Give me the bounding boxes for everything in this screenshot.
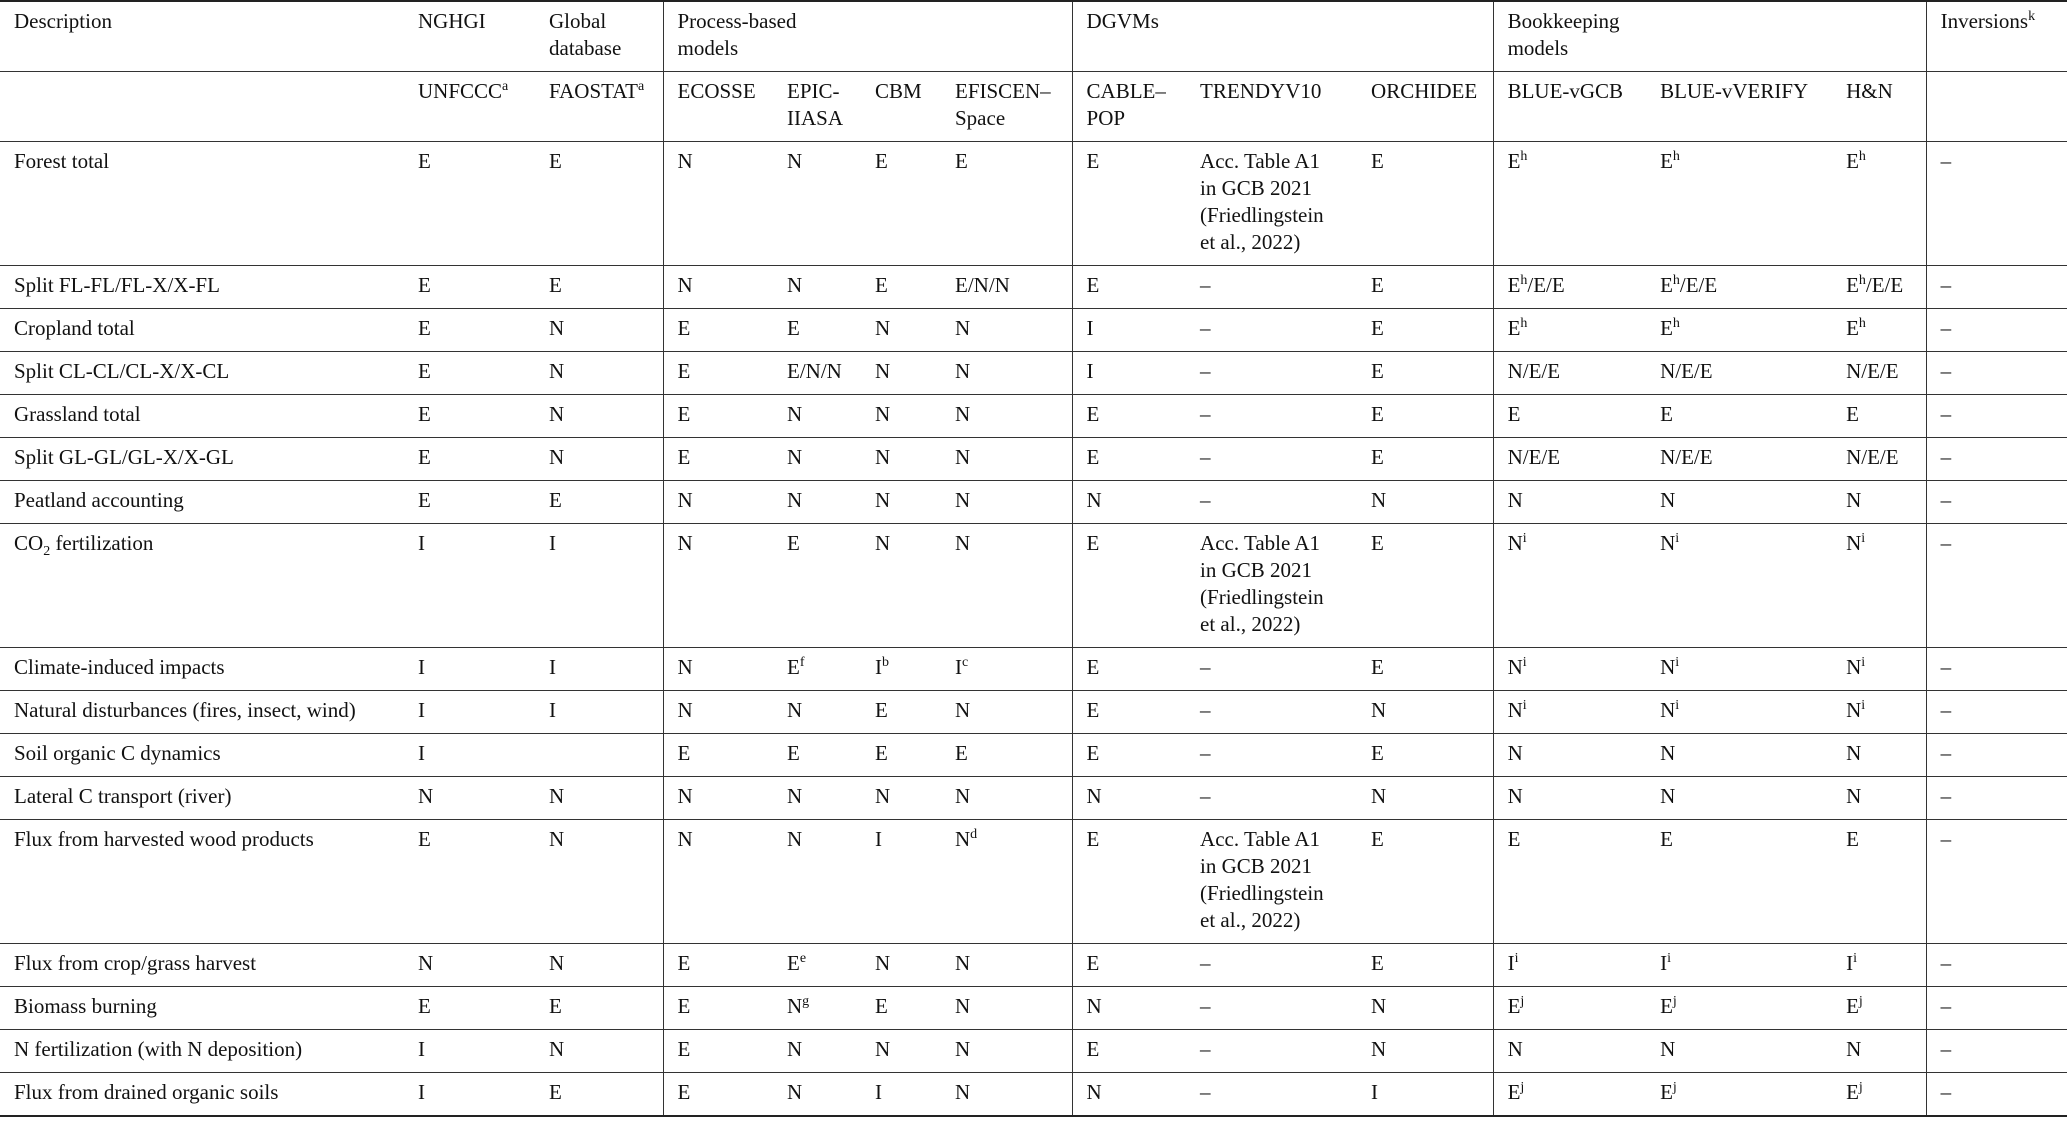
cell-orchidee: E — [1357, 142, 1493, 266]
cell-efiscen-space: $I^c$ — [941, 648, 1072, 691]
cell-ecosse: E — [663, 438, 773, 481]
cell-orchidee: E — [1357, 524, 1493, 648]
cell-cable-pop: E — [1072, 395, 1186, 438]
cell-faostat: N — [535, 438, 663, 481]
cell-orchidee: N — [1357, 481, 1493, 524]
cell-trendyv10: Acc. Table A1 in GCB 2021 (Friedlingstein et al., 2022) — [1186, 524, 1357, 648]
cell-inversions: – — [1926, 352, 2067, 395]
row-description: Grassland total — [0, 395, 404, 438]
cell-ecosse: N — [663, 266, 773, 309]
cell-cable-pop: I — [1072, 352, 1186, 395]
cell-faostat: I — [535, 691, 663, 734]
row-description: Natural disturbances (fires, insect, wind) — [0, 691, 404, 734]
row-description: $CO_2$ fertilization — [0, 524, 404, 648]
subheader-unfccc: UNFCCC$^a$ — [404, 72, 535, 142]
cell-hn: $E^h$ — [1832, 309, 1926, 352]
subheader-ecosse: ECOSSE — [663, 72, 773, 142]
cell-cbm: E — [861, 142, 941, 266]
cell-cable-pop: I — [1072, 309, 1186, 352]
row-description: Flux from drained organic soils — [0, 1073, 404, 1117]
row-description: Climate-induced impacts — [0, 648, 404, 691]
table-row — [0, 1030, 2067, 1073]
cell-orchidee: E — [1357, 734, 1493, 777]
row-description: Biomass burning — [0, 987, 404, 1030]
cell-inversions: – — [1926, 1030, 2067, 1073]
cell-cable-pop: E — [1072, 944, 1186, 987]
cell-faostat: N — [535, 395, 663, 438]
cell-blue-vgcb: $N^i$ — [1493, 648, 1646, 691]
cell-faostat: E — [535, 266, 663, 309]
group-header-row — [0, 1, 2067, 72]
subheader-trendyv10: TRENDYV10 — [1186, 72, 1357, 142]
subheader-epic-iiasa: EPIC- IIASA — [773, 72, 861, 142]
cell-ecosse: E — [663, 734, 773, 777]
subheader-efiscen-space: EFISCEN– Space — [941, 72, 1072, 142]
cell-inversions: – — [1926, 1073, 2067, 1117]
cell-ecosse: N — [663, 777, 773, 820]
cell-faostat: N — [535, 820, 663, 944]
cell-blue-vgcb: $N^i$ — [1493, 691, 1646, 734]
cell-blue-vgcb: E — [1493, 395, 1646, 438]
cell-epic-iiasa: N — [773, 691, 861, 734]
table-row — [0, 1073, 2067, 1117]
cell-orchidee: E — [1357, 352, 1493, 395]
cell-unfccc: E — [404, 266, 535, 309]
cell-blue-vverify: E — [1646, 820, 1832, 944]
cell-unfccc: E — [404, 987, 535, 1030]
cell-efiscen-space: N — [941, 987, 1072, 1030]
cell-faostat: E — [535, 481, 663, 524]
cell-unfccc: E — [404, 820, 535, 944]
table-row — [0, 524, 2067, 648]
cell-blue-vverify: $I^i$ — [1646, 944, 1832, 987]
cell-blue-vgcb: $E^j$ — [1493, 987, 1646, 1030]
subheader-faostat: FAOSTAT$^a$ — [535, 72, 663, 142]
cell-epic-iiasa: E — [773, 524, 861, 648]
cell-trendyv10: – — [1186, 987, 1357, 1030]
cell-cbm: N — [861, 352, 941, 395]
cell-ecosse: N — [663, 481, 773, 524]
cell-hn: N — [1832, 734, 1926, 777]
cell-faostat: N — [535, 352, 663, 395]
cell-epic-iiasa: N — [773, 395, 861, 438]
cell-ecosse: N — [663, 648, 773, 691]
cell-blue-vverify: $E^j$ — [1646, 1073, 1832, 1117]
cell-epic-iiasa: $N^g$ — [773, 987, 861, 1030]
subheader-orchidee: ORCHIDEE — [1357, 72, 1493, 142]
cell-trendyv10: – — [1186, 777, 1357, 820]
cell-trendyv10: – — [1186, 944, 1357, 987]
cell-blue-vgcb: N — [1493, 1030, 1646, 1073]
cell-epic-iiasa: N — [773, 820, 861, 944]
cell-efiscen-space: N — [941, 309, 1072, 352]
subheader-cable-pop: CABLE– POP — [1072, 72, 1186, 142]
cell-orchidee: E — [1357, 266, 1493, 309]
cell-cable-pop: E — [1072, 734, 1186, 777]
cell-cbm: $I^b$ — [861, 648, 941, 691]
cell-unfccc: N — [404, 777, 535, 820]
cell-unfccc: E — [404, 395, 535, 438]
subheader-hn: H&N — [1832, 72, 1926, 142]
cell-epic-iiasa: N — [773, 266, 861, 309]
cell-efiscen-space: N — [941, 481, 1072, 524]
cell-faostat: E — [535, 1073, 663, 1117]
row-description: Flux from crop/grass harvest — [0, 944, 404, 987]
cell-orchidee: N — [1357, 1030, 1493, 1073]
cell-hn: N/E/E — [1832, 352, 1926, 395]
cell-unfccc: I — [404, 1030, 535, 1073]
cell-ecosse: E — [663, 395, 773, 438]
cell-cbm: N — [861, 944, 941, 987]
cell-cbm: E — [861, 691, 941, 734]
cell-cable-pop: E — [1072, 820, 1186, 944]
header-bookkeeping-models: Bookkeeping models — [1493, 1, 1926, 72]
row-description: N fertilization (with N deposition) — [0, 1030, 404, 1073]
cell-blue-vverify: $E^h$ — [1646, 309, 1832, 352]
table-row — [0, 266, 2067, 309]
cell-cbm: E — [861, 266, 941, 309]
cell-orchidee: N — [1357, 987, 1493, 1030]
cell-blue-vverify: $E^h$ — [1646, 142, 1832, 266]
cell-efiscen-space: E/N/N — [941, 266, 1072, 309]
cell-blue-vverify: $E^j$ — [1646, 987, 1832, 1030]
table-row — [0, 309, 2067, 352]
cell-blue-vgcb: $E^j$ — [1493, 1073, 1646, 1117]
cell-unfccc: E — [404, 309, 535, 352]
table-row — [0, 395, 2067, 438]
cell-cable-pop: N — [1072, 987, 1186, 1030]
subheader-blue-vgcb: BLUE-vGCB — [1493, 72, 1646, 142]
cell-efiscen-space: N — [941, 524, 1072, 648]
cell-efiscen-space: E — [941, 734, 1072, 777]
cell-trendyv10: – — [1186, 691, 1357, 734]
cell-cbm: I — [861, 1073, 941, 1117]
cell-efiscen-space: N — [941, 1073, 1072, 1117]
cell-orchidee: E — [1357, 820, 1493, 944]
cell-trendyv10: Acc. Table A1 in GCB 2021 (Friedlingstein et al., 2022) — [1186, 142, 1357, 266]
header-process-based-models: Process-based models — [663, 1, 1072, 72]
cell-efiscen-space: $N^d$ — [941, 820, 1072, 944]
cell-trendyv10: – — [1186, 438, 1357, 481]
cell-blue-vgcb: N/E/E — [1493, 438, 1646, 481]
cell-inversions: – — [1926, 691, 2067, 734]
cell-unfccc: I — [404, 734, 535, 777]
cell-inversions: – — [1926, 309, 2067, 352]
cell-epic-iiasa: N — [773, 438, 861, 481]
table-row — [0, 142, 2067, 266]
cell-cable-pop: N — [1072, 777, 1186, 820]
cell-inversions: – — [1926, 142, 2067, 266]
cell-efiscen-space: N — [941, 691, 1072, 734]
cell-faostat: E — [535, 987, 663, 1030]
cell-trendyv10: – — [1186, 1073, 1357, 1117]
cell-cbm: E — [861, 734, 941, 777]
table-row — [0, 438, 2067, 481]
cell-blue-vgcb: E — [1493, 820, 1646, 944]
cell-ecosse: E — [663, 352, 773, 395]
cell-epic-iiasa: E — [773, 734, 861, 777]
cell-orchidee: E — [1357, 309, 1493, 352]
cell-blue-vverify: $N^i$ — [1646, 524, 1832, 648]
cell-hn: N — [1832, 481, 1926, 524]
cell-cbm: N — [861, 481, 941, 524]
table-body — [0, 1, 2067, 1116]
cell-efiscen-space: N — [941, 1030, 1072, 1073]
cell-hn: $N^i$ — [1832, 648, 1926, 691]
cell-inversions: – — [1926, 481, 2067, 524]
cell-cable-pop: E — [1072, 438, 1186, 481]
cell-cbm: N — [861, 777, 941, 820]
cell-blue-vverify: N — [1646, 481, 1832, 524]
cell-blue-vverify: $N^i$ — [1646, 648, 1832, 691]
cell-hn: E — [1832, 820, 1926, 944]
cell-cbm: N — [861, 1030, 941, 1073]
cell-faostat: E — [535, 142, 663, 266]
cell-trendyv10: Acc. Table A1 in GCB 2021 (Friedlingstein et al., 2022) — [1186, 820, 1357, 944]
cell-hn: $I^i$ — [1832, 944, 1926, 987]
cell-blue-vverify: E — [1646, 395, 1832, 438]
cell-ecosse: E — [663, 944, 773, 987]
cell-trendyv10: – — [1186, 1030, 1357, 1073]
cell-unfccc: E — [404, 352, 535, 395]
cell-orchidee: E — [1357, 648, 1493, 691]
cell-efiscen-space: E — [941, 142, 1072, 266]
cell-orchidee: N — [1357, 691, 1493, 734]
cell-orchidee: E — [1357, 944, 1493, 987]
cell-hn: $N^i$ — [1832, 524, 1926, 648]
cell-trendyv10: – — [1186, 352, 1357, 395]
row-description: Split CL-CL/CL-X/X-CL — [0, 352, 404, 395]
cell-inversions: – — [1926, 266, 2067, 309]
cell-trendyv10: – — [1186, 309, 1357, 352]
cell-hn: N — [1832, 777, 1926, 820]
cell-orchidee: I — [1357, 1073, 1493, 1117]
cell-trendyv10: – — [1186, 648, 1357, 691]
cell-cbm: N — [861, 524, 941, 648]
cell-epic-iiasa: N — [773, 1073, 861, 1117]
cell-orchidee: E — [1357, 395, 1493, 438]
cell-inversions: – — [1926, 648, 2067, 691]
row-description: Forest total — [0, 142, 404, 266]
cell-hn: $E^j$ — [1832, 987, 1926, 1030]
table-row — [0, 691, 2067, 734]
cell-blue-vverify: N/E/E — [1646, 438, 1832, 481]
cell-ecosse: N — [663, 524, 773, 648]
header-global-database: Global database — [535, 1, 663, 72]
cell-unfccc: N — [404, 944, 535, 987]
cell-inversions: – — [1926, 777, 2067, 820]
cell-orchidee: E — [1357, 438, 1493, 481]
cell-unfccc: I — [404, 648, 535, 691]
cell-blue-vgcb: N — [1493, 481, 1646, 524]
cell-unfccc: I — [404, 691, 535, 734]
cell-hn: $N^i$ — [1832, 691, 1926, 734]
header-inversions: Inversions$^k$ — [1926, 1, 2067, 72]
cell-cable-pop: N — [1072, 481, 1186, 524]
cell-faostat: N — [535, 309, 663, 352]
cell-inversions: – — [1926, 820, 2067, 944]
cell-efiscen-space: N — [941, 777, 1072, 820]
cell-orchidee: N — [1357, 777, 1493, 820]
subheader-cbm: CBM — [861, 72, 941, 142]
cell-blue-vgcb: $E^h/E/E$ — [1493, 266, 1646, 309]
subheader-empty — [0, 72, 404, 142]
cell-cable-pop: E — [1072, 1030, 1186, 1073]
cell-cable-pop: E — [1072, 691, 1186, 734]
cell-faostat: N — [535, 1030, 663, 1073]
cell-epic-iiasa: $E^f$ — [773, 648, 861, 691]
cell-blue-vverify: $E^h/E/E$ — [1646, 266, 1832, 309]
cell-faostat: I — [535, 648, 663, 691]
cell-unfccc: I — [404, 1073, 535, 1117]
subheader-inversions-empty — [1926, 72, 2067, 142]
table-row — [0, 352, 2067, 395]
cell-hn: $E^j$ — [1832, 1073, 1926, 1117]
cell-epic-iiasa: N — [773, 481, 861, 524]
cell-cbm: E — [861, 987, 941, 1030]
cell-ecosse: E — [663, 987, 773, 1030]
cell-hn: $E^h$ — [1832, 142, 1926, 266]
cell-ecosse: E — [663, 1073, 773, 1117]
subheader-blue-vverify: BLUE-vVERIFY — [1646, 72, 1832, 142]
cell-blue-vverify: $N^i$ — [1646, 691, 1832, 734]
cell-faostat: N — [535, 944, 663, 987]
cell-cbm: I — [861, 820, 941, 944]
table-row — [0, 734, 2067, 777]
cell-efiscen-space: N — [941, 352, 1072, 395]
cell-unfccc: E — [404, 438, 535, 481]
cell-cable-pop: N — [1072, 1073, 1186, 1117]
table-row — [0, 481, 2067, 524]
cell-hn: E — [1832, 395, 1926, 438]
table-row — [0, 777, 2067, 820]
cell-hn: N — [1832, 1030, 1926, 1073]
table-row — [0, 987, 2067, 1030]
cell-inversions: – — [1926, 524, 2067, 648]
cell-unfccc: E — [404, 481, 535, 524]
cell-inversions: – — [1926, 944, 2067, 987]
row-description: Soil organic C dynamics — [0, 734, 404, 777]
cell-trendyv10: – — [1186, 481, 1357, 524]
table-row — [0, 944, 2067, 987]
header-nghgi: NGHGI — [404, 1, 535, 72]
header-description: Description — [0, 1, 404, 72]
cell-faostat: N — [535, 777, 663, 820]
cell-blue-vgcb: $I^i$ — [1493, 944, 1646, 987]
cell-ecosse: N — [663, 691, 773, 734]
cell-unfccc: I — [404, 524, 535, 648]
cell-cbm: N — [861, 438, 941, 481]
table-row — [0, 820, 2067, 944]
cell-cable-pop: E — [1072, 648, 1186, 691]
model-header-row — [0, 72, 2067, 142]
cell-blue-vverify: N — [1646, 734, 1832, 777]
cell-epic-iiasa: N — [773, 777, 861, 820]
cell-inversions: – — [1926, 987, 2067, 1030]
cell-blue-vgcb: $E^h$ — [1493, 142, 1646, 266]
cell-blue-vgcb: $N^i$ — [1493, 524, 1646, 648]
cell-blue-vverify: N — [1646, 1030, 1832, 1073]
cell-inversions: – — [1926, 734, 2067, 777]
cell-epic-iiasa: N — [773, 1030, 861, 1073]
cell-hn: $E^h/E/E$ — [1832, 266, 1926, 309]
cell-blue-vverify: N — [1646, 777, 1832, 820]
cell-blue-vgcb: N — [1493, 734, 1646, 777]
cell-cable-pop: E — [1072, 266, 1186, 309]
row-description: Lateral C transport (river) — [0, 777, 404, 820]
cell-efiscen-space: N — [941, 944, 1072, 987]
cell-cable-pop: E — [1072, 142, 1186, 266]
cell-epic-iiasa: N — [773, 142, 861, 266]
cell-trendyv10: – — [1186, 734, 1357, 777]
cell-unfccc: E — [404, 142, 535, 266]
cell-blue-vgcb: N — [1493, 777, 1646, 820]
cell-epic-iiasa: $E^e$ — [773, 944, 861, 987]
cell-blue-vgcb: N/E/E — [1493, 352, 1646, 395]
cell-efiscen-space: N — [941, 395, 1072, 438]
cell-ecosse: E — [663, 1030, 773, 1073]
cell-blue-vverify: N/E/E — [1646, 352, 1832, 395]
cell-cbm: N — [861, 395, 941, 438]
cell-epic-iiasa: E — [773, 309, 861, 352]
row-description: Cropland total — [0, 309, 404, 352]
cell-inversions: – — [1926, 438, 2067, 481]
row-description: Split GL-GL/GL-X/X-GL — [0, 438, 404, 481]
cell-ecosse: E — [663, 309, 773, 352]
row-description: Split FL-FL/FL-X/X-FL — [0, 266, 404, 309]
cell-efiscen-space: N — [941, 438, 1072, 481]
cell-cable-pop: E — [1072, 524, 1186, 648]
cell-faostat: I — [535, 524, 663, 648]
cell-inversions: – — [1926, 395, 2067, 438]
cell-epic-iiasa: E/N/N — [773, 352, 861, 395]
cell-ecosse: N — [663, 820, 773, 944]
cell-trendyv10: – — [1186, 266, 1357, 309]
header-dgvms: DGVMs — [1072, 1, 1493, 72]
cell-ecosse: N — [663, 142, 773, 266]
cell-cbm: N — [861, 309, 941, 352]
row-description: Flux from harvested wood products — [0, 820, 404, 944]
cell-blue-vgcb: $E^h$ — [1493, 309, 1646, 352]
table-row — [0, 648, 2067, 691]
cell-faostat — [535, 734, 663, 777]
cell-hn: N/E/E — [1832, 438, 1926, 481]
cell-trendyv10: – — [1186, 395, 1357, 438]
row-description: Peatland accounting — [0, 481, 404, 524]
